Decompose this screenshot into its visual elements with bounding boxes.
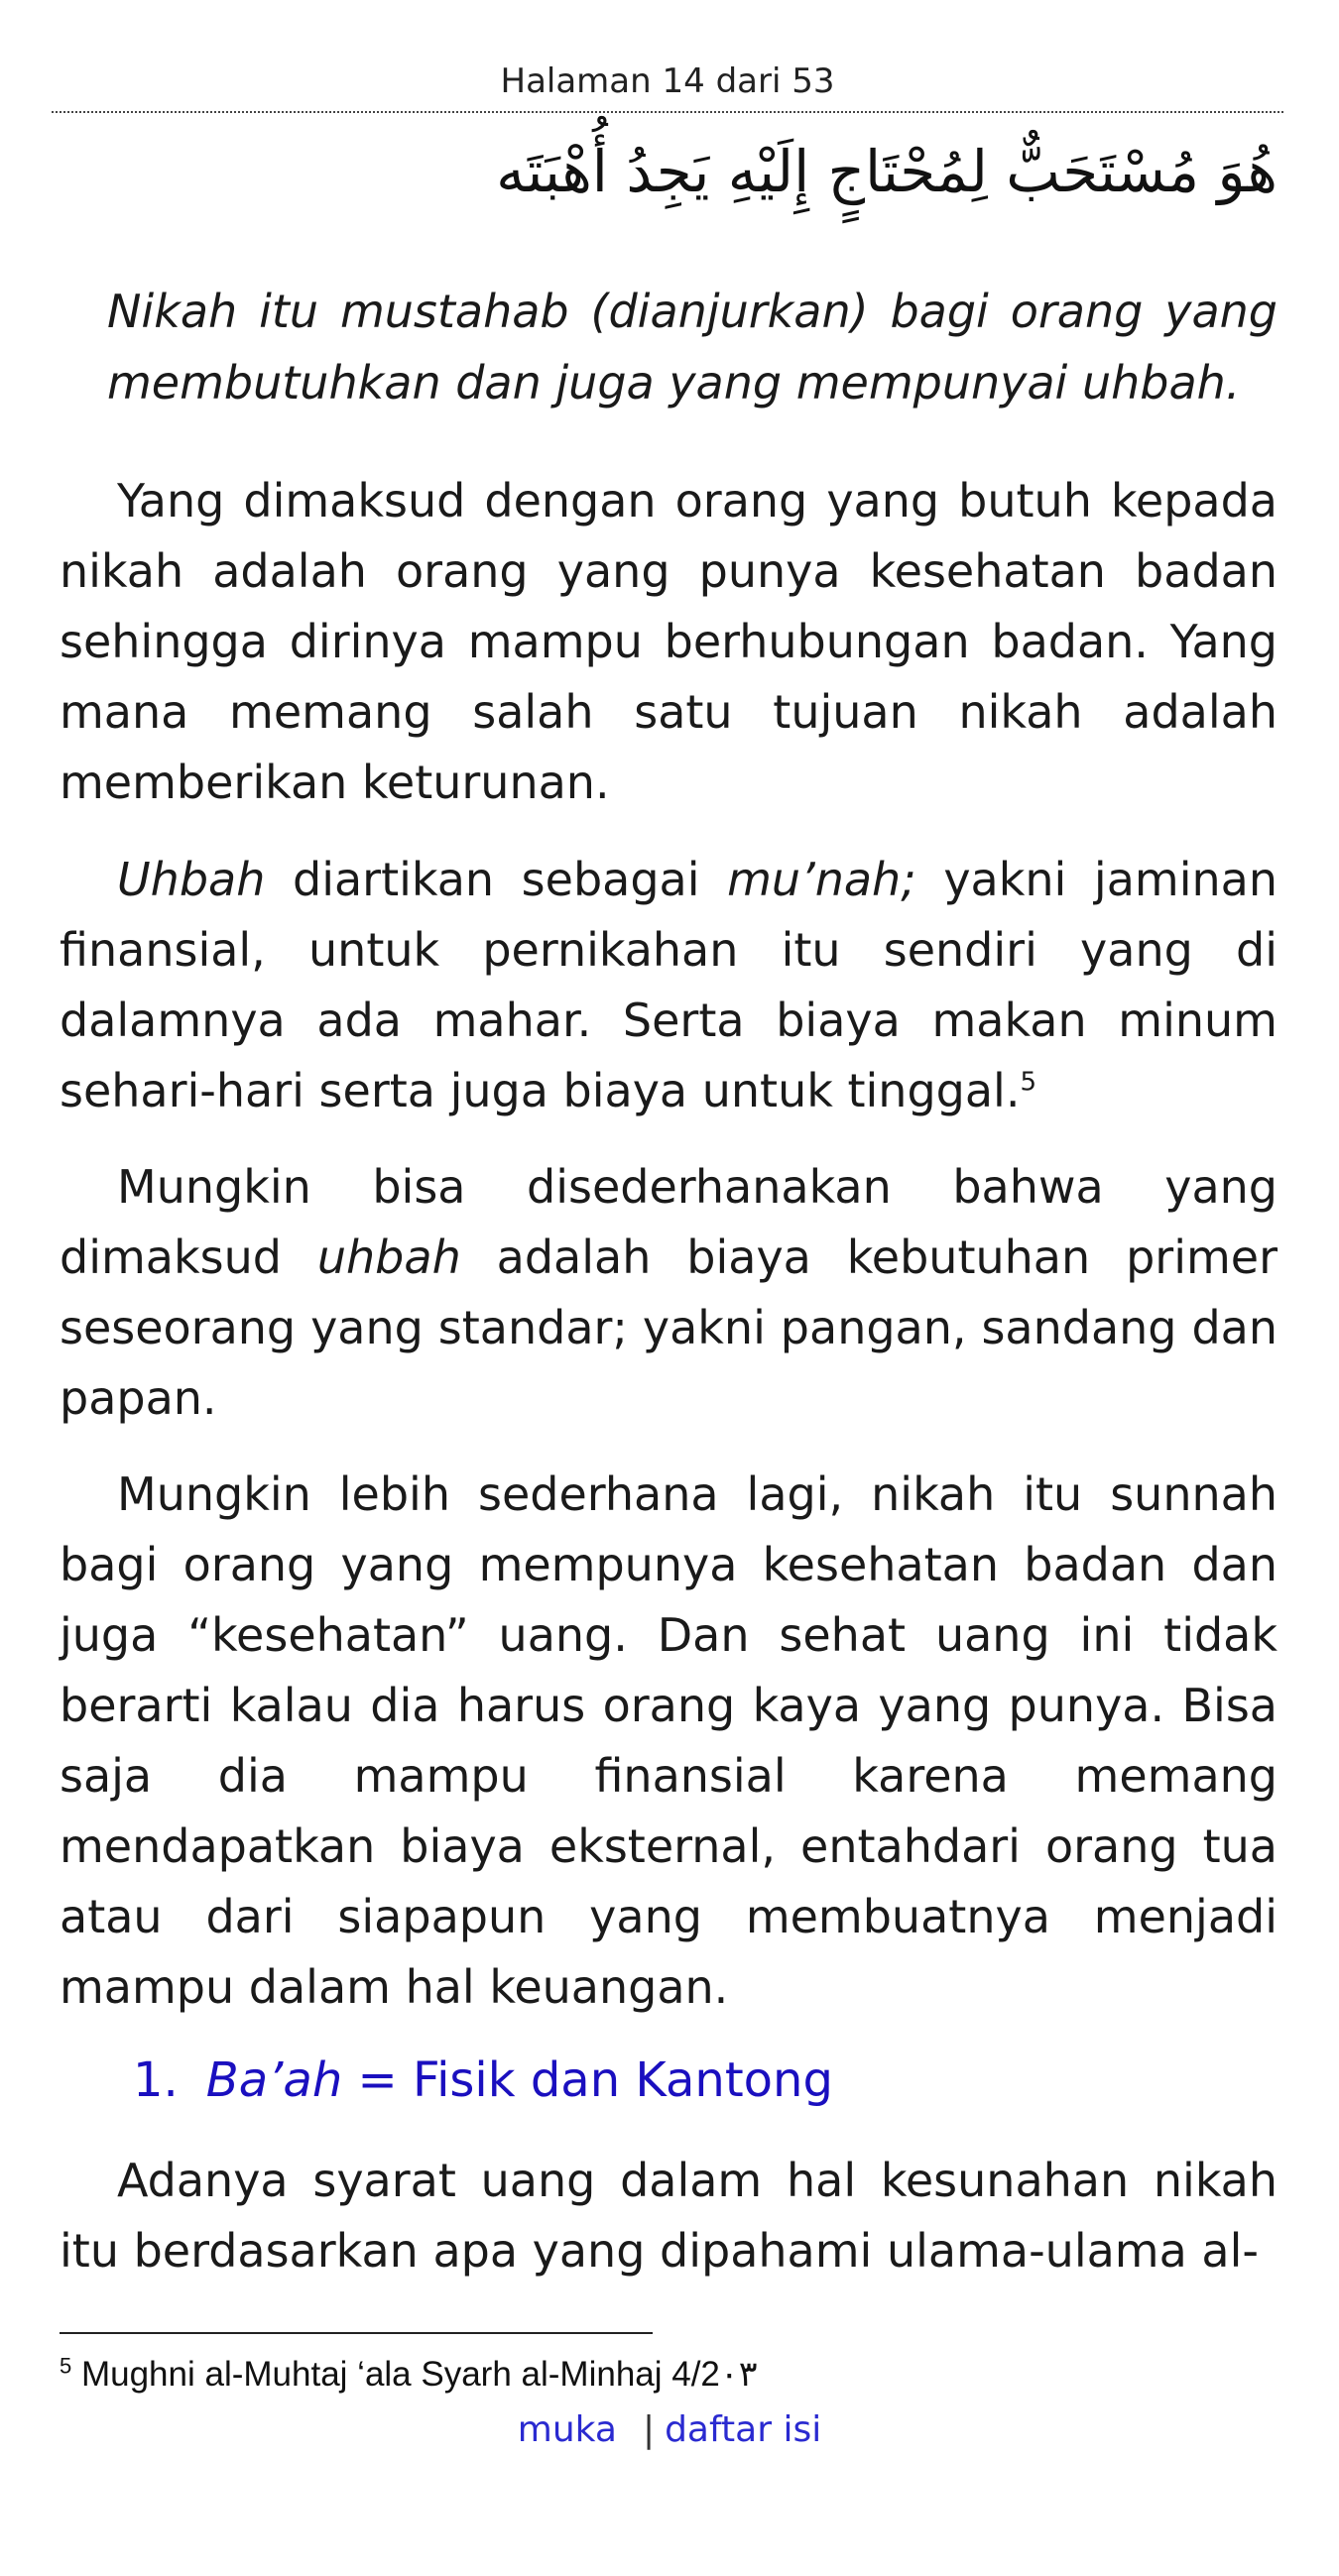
paragraph-3-text-b: adalah biaya kebutuhan primer seseorang yang standar; yakni pangan, sandang dan papan. bbox=[60, 1230, 1278, 1425]
term-uhbah-2: uhbah bbox=[316, 1230, 461, 1284]
footnote-divider bbox=[60, 2332, 653, 2334]
matan-translation: Nikah itu mustahab (dianjurkan) bagi orang yang membutuhkan dan juga yang mempunyai uhbah. bbox=[107, 285, 1278, 410]
paragraph-3 bbox=[60, 1152, 1278, 1434]
paragraph-4 bbox=[60, 1460, 1278, 2023]
term-uhbah: Uhbah bbox=[117, 853, 266, 906]
paragraph-2-text-b: yakni jaminan finansial, untuk pernikahan itu sendiri yang di dalamnya ada mahar. Serta biaya makan minum sehari-hari serta juga biaya untuk tinggal. bbox=[60, 853, 1278, 1117]
arabic-matan-text: هُوَ مُسْتَحَبٌّ لِمُحْتَاجٍ إِلَيْهِ يَجِدُ أُهْبَتَه bbox=[496, 138, 1278, 205]
footnote-marker: 5 bbox=[60, 2353, 72, 2379]
paragraph-1 bbox=[60, 466, 1278, 818]
paragraph-5 bbox=[60, 2146, 1278, 2286]
footnote bbox=[60, 2350, 758, 2400]
footnote-text: Mughni al-Muhtaj ‘ala Syarh al-Minhaj 4/2٠٣ bbox=[71, 2355, 758, 2394]
page-number-header: Halaman 14 dari 53 bbox=[500, 61, 835, 101]
nav-separator: | bbox=[642, 2409, 656, 2450]
paragraph-3-text-a: Mungkin bisa disederhanakan bahwa yang dimaksud bbox=[60, 1160, 1278, 1284]
section-heading-number: 1. bbox=[133, 2052, 179, 2108]
section-heading-term: Ba’ah bbox=[205, 2052, 343, 2108]
front-page-link[interactable]: muka bbox=[517, 2409, 617, 2450]
paragraph-5-text: Adanya syarat uang dalam hal kesunahan nikah itu berdasarkan apa yang dipahami ulama-ulama al- bbox=[60, 2154, 1278, 2278]
page-navigation bbox=[0, 2403, 1339, 2457]
section-heading-title: = Fisik dan Kantong bbox=[342, 2052, 833, 2108]
section-heading bbox=[133, 2045, 833, 2116]
paragraph-2 bbox=[60, 845, 1278, 1126]
term-munah: mu’nah; bbox=[727, 853, 916, 906]
paragraph-1-text: Yang dimaksud dengan orang yang butuh kepada nikah adalah orang yang punya kesehatan badan sehingga dirinya mampu berhubungan badan. Yang mana memang salah satu tujuan nikah adalah memberikan keturunan. bbox=[60, 474, 1278, 809]
table-of-contents-link[interactable]: daftar isi bbox=[665, 2409, 822, 2450]
paragraph-2-text-a: diartikan sebagai bbox=[265, 853, 728, 906]
paragraph-4-text: Mungkin lebih sederhana lagi, nikah itu sunnah bagi orang yang mempunya kesehatan badan dan juga “kesehatan” uang. Dan sehat uang ini tidak berarti kalau dia harus orang kaya yang punya. Bisa saja dia mampu finansial karena memang mendapatkan biaya eksternal, entahdari orang tua atau dari siapapun yang membuatnya menjadi mampu dalam hal keuangan. bbox=[60, 1467, 1278, 2014]
header-divider bbox=[52, 111, 1283, 113]
footnote-reference[interactable]: 5 bbox=[1020, 1067, 1036, 1098]
